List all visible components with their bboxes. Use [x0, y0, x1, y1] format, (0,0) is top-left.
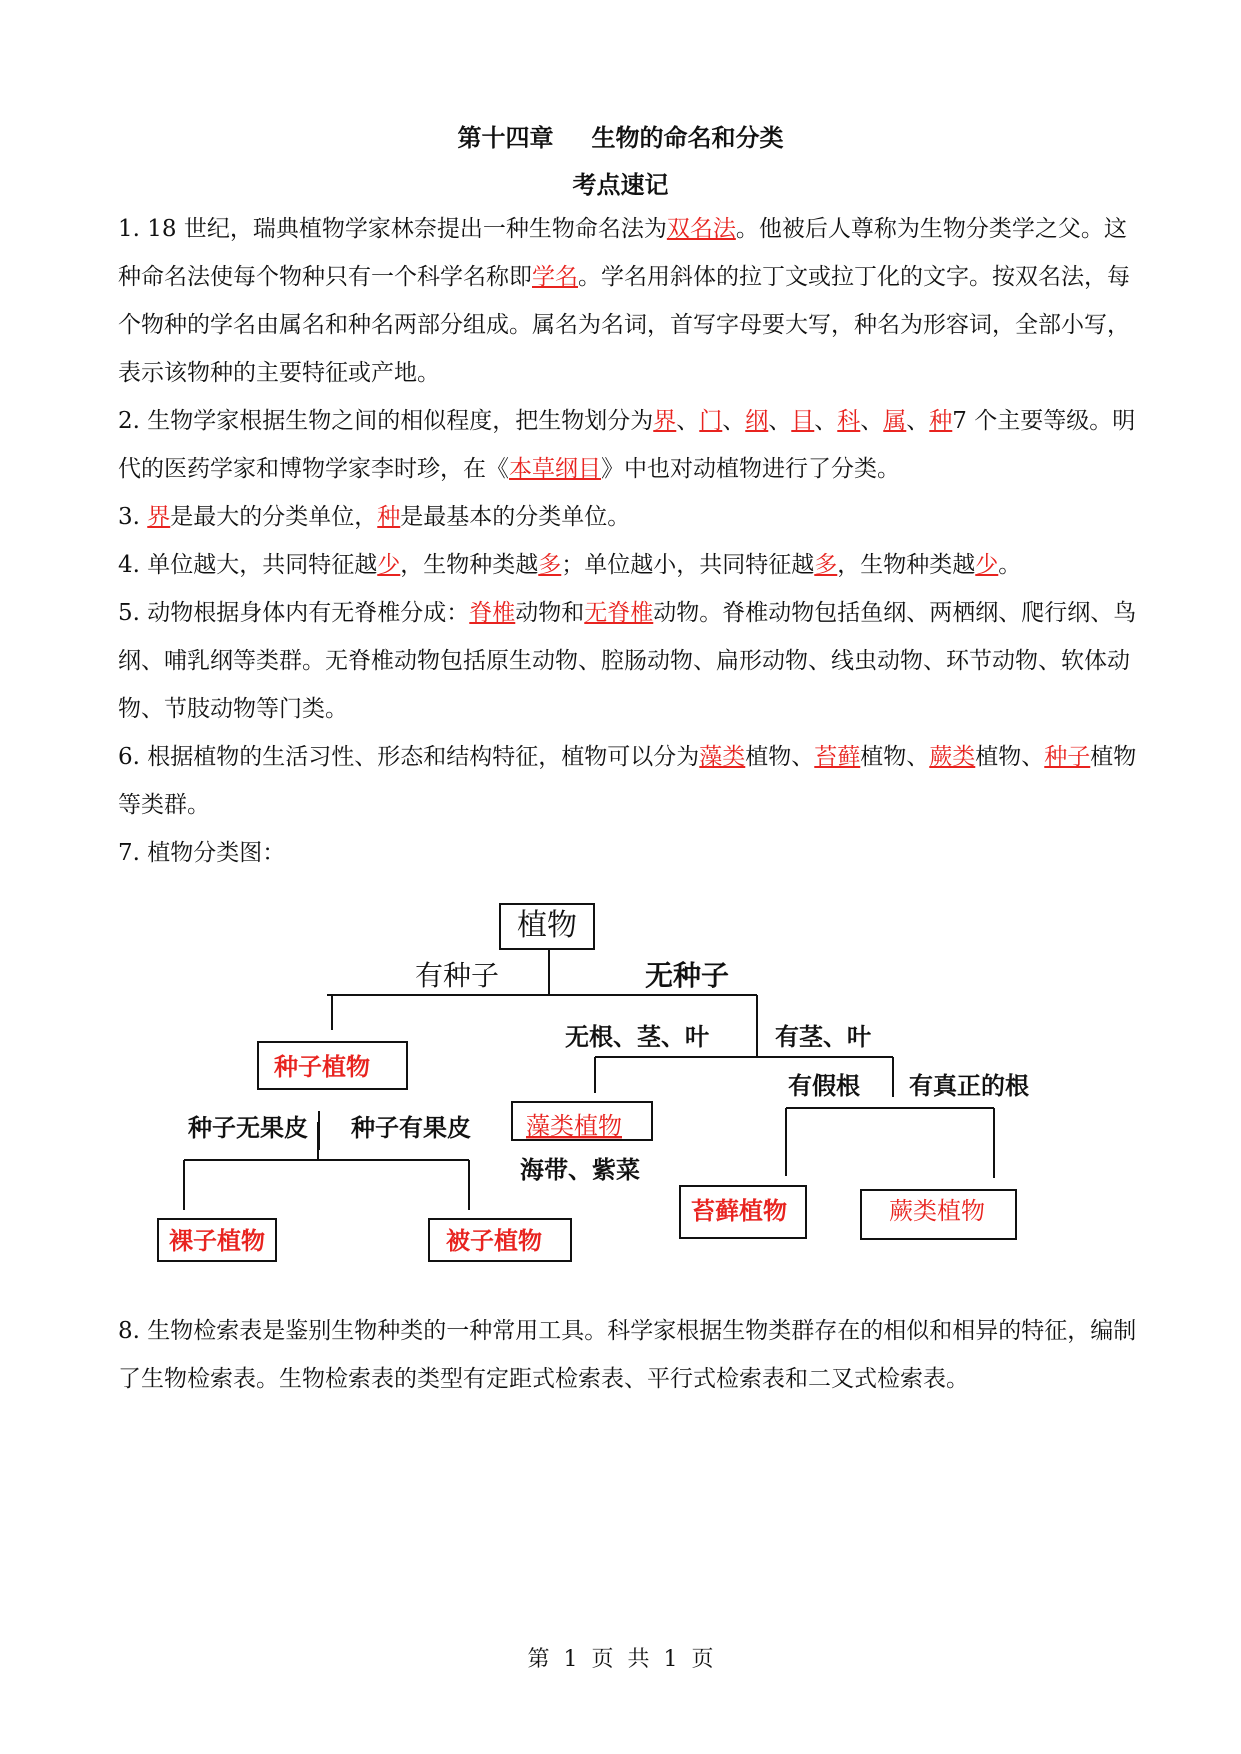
answer-family: 科 [837, 408, 861, 434]
answer-bencao: 本草纲目 [509, 456, 601, 482]
paragraph-4: 4. 单位越大，共同特征越少，生物种类越多；单位越小，共同特征越多，生物种类越少。 [118, 552, 1022, 578]
page-subtitle: 考点速记 [572, 171, 669, 199]
paragraph-6: 6. 根据植物的生活习性、形态和结构特征，植物可以分为藻类植物、苔藓植物、蕨类植物、种子植物等类群。 [118, 744, 1137, 818]
page-footer: 第 1 页 共 1 页 [527, 1647, 714, 1672]
label-algae-examples: 海带、紫菜 [520, 1156, 640, 1184]
label-moss: 苔藓植物 [691, 1197, 787, 1225]
answer-invertebrate: 无脊椎 [584, 600, 654, 626]
diagram-root-label: 植物 [517, 908, 577, 943]
answer-class: 纲 [745, 408, 769, 434]
label-gymnosperm: 裸子植物 [169, 1227, 265, 1255]
label-with-seed: 有种子 [414, 959, 500, 992]
chapter-title: 生物的命名和分类 [591, 124, 784, 152]
label-without-seed: 无种子 [644, 959, 730, 992]
answer-largest-unit: 界 [147, 504, 171, 530]
label-fern: 蕨类植物 [889, 1197, 985, 1225]
label-seed-plants: 种子植物 [274, 1053, 370, 1081]
answer-scientific-name: 学名 [532, 264, 578, 290]
answer-phylum: 门 [699, 408, 723, 434]
paragraph-5: 5. 动物根据身体内有无脊椎分成：脊椎动物和无脊椎动物。脊椎动物包括鱼纲、两栖纲、爬行纲、鸟纲、哺乳纲等类群。无脊椎动物包括原生动物、腔肠动物、扁形动物、线虫动物、环节动物、软体动物、节肢动物等门类。 [118, 600, 1137, 722]
answer-order: 目 [791, 408, 815, 434]
paragraph-2: 2. 生物学家根据生物之间的相似程度，把生物划分为界、门、纲、目、科、属、种7 个主要等级。明代的医药学家和博物学家李时珍，在《本草纲目》中也对动植物进行了分类。 [118, 408, 1136, 482]
answer-basic-unit: 种 [377, 504, 401, 530]
label-false-root: 有假根 [788, 1072, 860, 1100]
answer-genus: 属 [883, 408, 907, 434]
label-seed-no-pericarp: 种子无果皮 [188, 1114, 308, 1142]
plant-classification-diagram [0, 880, 1241, 1280]
answer-binomial: 双名法 [666, 216, 736, 242]
paragraph-7: 7. 植物分类图： [118, 840, 286, 866]
chapter-number: 第十四章 [457, 124, 554, 152]
label-angiosperm: 被子植物 [446, 1227, 542, 1255]
label-true-root: 有真正的根 [909, 1072, 1029, 1100]
page-title [0, 118, 1241, 153]
answer-vertebrate: 脊椎 [469, 600, 516, 626]
answer-kingdom: 界 [653, 408, 677, 434]
paragraph-1: 1. 18 世纪，瑞典植物学家林奈提出一种生物命名法为双名法。他被后人尊称为生物分类学之父。这种命名法使每个物种只有一个科学名称即学名。学名用斜体的拉丁文或拉丁化的文字。按双名法，每个物种的学名由属名和种名两部分组成。属名为名词，首写字母要大写，种名为形容词，全部小写，表示该物种的主要特征或产地。 [118, 216, 1130, 386]
label-no-root-stem-leaf: 无根、茎、叶 [565, 1023, 709, 1051]
label-algae: 藻类植物 [526, 1112, 622, 1140]
paragraph-8: 8. 生物检索表是鉴别生物种类的一种常用工具。科学家根据生物类群存在的相似和相异的特征，编制了生物检索表。生物检索表的类型有定距式检索表、平行式检索表和二叉式检索表。 [118, 1318, 1137, 1392]
paragraph-3: 3. 界是最大的分类单位，种是最基本的分类单位。 [118, 504, 631, 530]
label-seed-with-pericarp: 种子有果皮 [351, 1114, 471, 1142]
answer-species: 种 [929, 408, 953, 434]
label-has-stem-leaf: 有茎、叶 [775, 1023, 871, 1051]
